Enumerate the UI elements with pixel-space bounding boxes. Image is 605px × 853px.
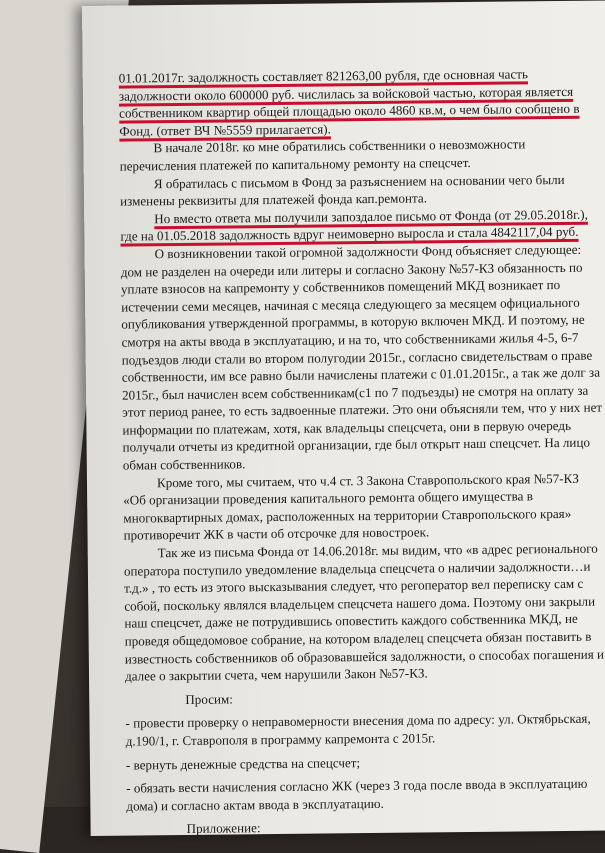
request-list xyxy=(125,710,605,815)
paragraph-fund-explanation: О возникновении такой огромной задолжности Фонд объясняет следующее: дом не разделен на очереди или литеры и согласно Закону №57-КЗ обязанность по уплате взносов на капремонту у собственников помещений МКД возникает по истечении семи месяцев, начиная с месяца следующего за месяцем официального опубликования утвержденной программы, в которую включен МКД. И поэтому, не смотря на акты ввода в эксплуатацию, и на то, что собственниками жилья 4-5, 6-7 подъездов люди стали во втором полугодии 2015г., согласно свидетельствам о праве собственности, им все равно были начислены платежи с 01.01.2015г., а так же долг за 2015г., был начислен всем собственникам(с1 по 7 подъезды) не смотря на оплату за этот период ранее, то есть задвоенные платежи. Это они объясняли тем, что у них нет информации по платежам, хотя, как владельцы спецсчета, они в первую очередь получали отчеты из кредитной организации, где был открыт наш спецсчет. На лицо обман собственников. xyxy=(120,241,603,473)
document-body xyxy=(119,65,605,845)
attachment-heading: Приложение: xyxy=(186,820,261,837)
request-heading: Просим: xyxy=(185,691,233,707)
paragraph-fund-reply: Но вместо ответа мы получили запоздалое письмо от Фонда (от 29.05.2018г.), где на 01.05.2018 задолжность вдруг неимоверно выросла и стала 4842117,04 руб. xyxy=(120,206,588,244)
request-item: - провести проверку о неправомерности внесения дома по адресу: ул. Октябрьская, д.190/1, г. Ставрополя в программу капремонта с 2015г. xyxy=(125,711,591,749)
paragraph-letter-to-fund: Я обратилась с письмом в Фонд за разъяснением на основании чего были изменены реквизиты для платежей фонда кап.ремонта. xyxy=(119,171,565,209)
paragraph-owners-request: В начале 2018г. ко мне обратились собственники о невозможности перечисления платежей по капитальному ремонту на спецсчет. xyxy=(119,136,526,174)
paragraph-debt-2017: 01.01.2017г. задолжность составляет 821263,00 рубля, где основная часть задолжности около 600000 руб. числилась за войсковой частью, которая является собственником квартир общей площадью около 4860 кв.м, о чем было сообщено в Фонд. (ответ ВЧ №5559 прилагается). xyxy=(118,66,580,139)
paragraph-law-contradiction: Кроме того, мы считаем, что ч.4 ст. 3 Закона Ставропольского края №57-КЗ «Об организации проведения капитального ремонта общего имущества в многоквартирных домах, расположенных на территории Ставропольского края» противоречит ЖК в части об отсрочке для новостроек. xyxy=(123,470,579,544)
paragraph-fund-letter-june: Так же из письма Фонда от 14.06.2018г. мы видим, что «в адрес регионального оператора поступило уведомление владельца спецсчета о наличии задолжности…и т.д.» , то есть из этого высказывания следует, что регоператор вел переписку сам с собой, поскольку являлся владельцем спецсчета нашего дома. Поэтому они закрыли наш спецсчет, даже не потрудившись оповестить каждого собственника МКД, не проведя общедомовое собрание, на котором владелец спецсчета обязан поставить в известность собственников об образовавшейся задолжности, о способах погашения и далее о закрытии счета, чем нарушили Закон №57-КЗ. xyxy=(123,540,605,684)
request-item: - обязать вести начисления согласно ЖК (через 3 года после ввода в эксплуатацию дома) и согласно актам ввода в эксплуатацию. xyxy=(126,775,588,814)
request-item: - вернуть денежные средства на спецсчет; xyxy=(125,754,361,773)
document-page xyxy=(82,0,605,836)
